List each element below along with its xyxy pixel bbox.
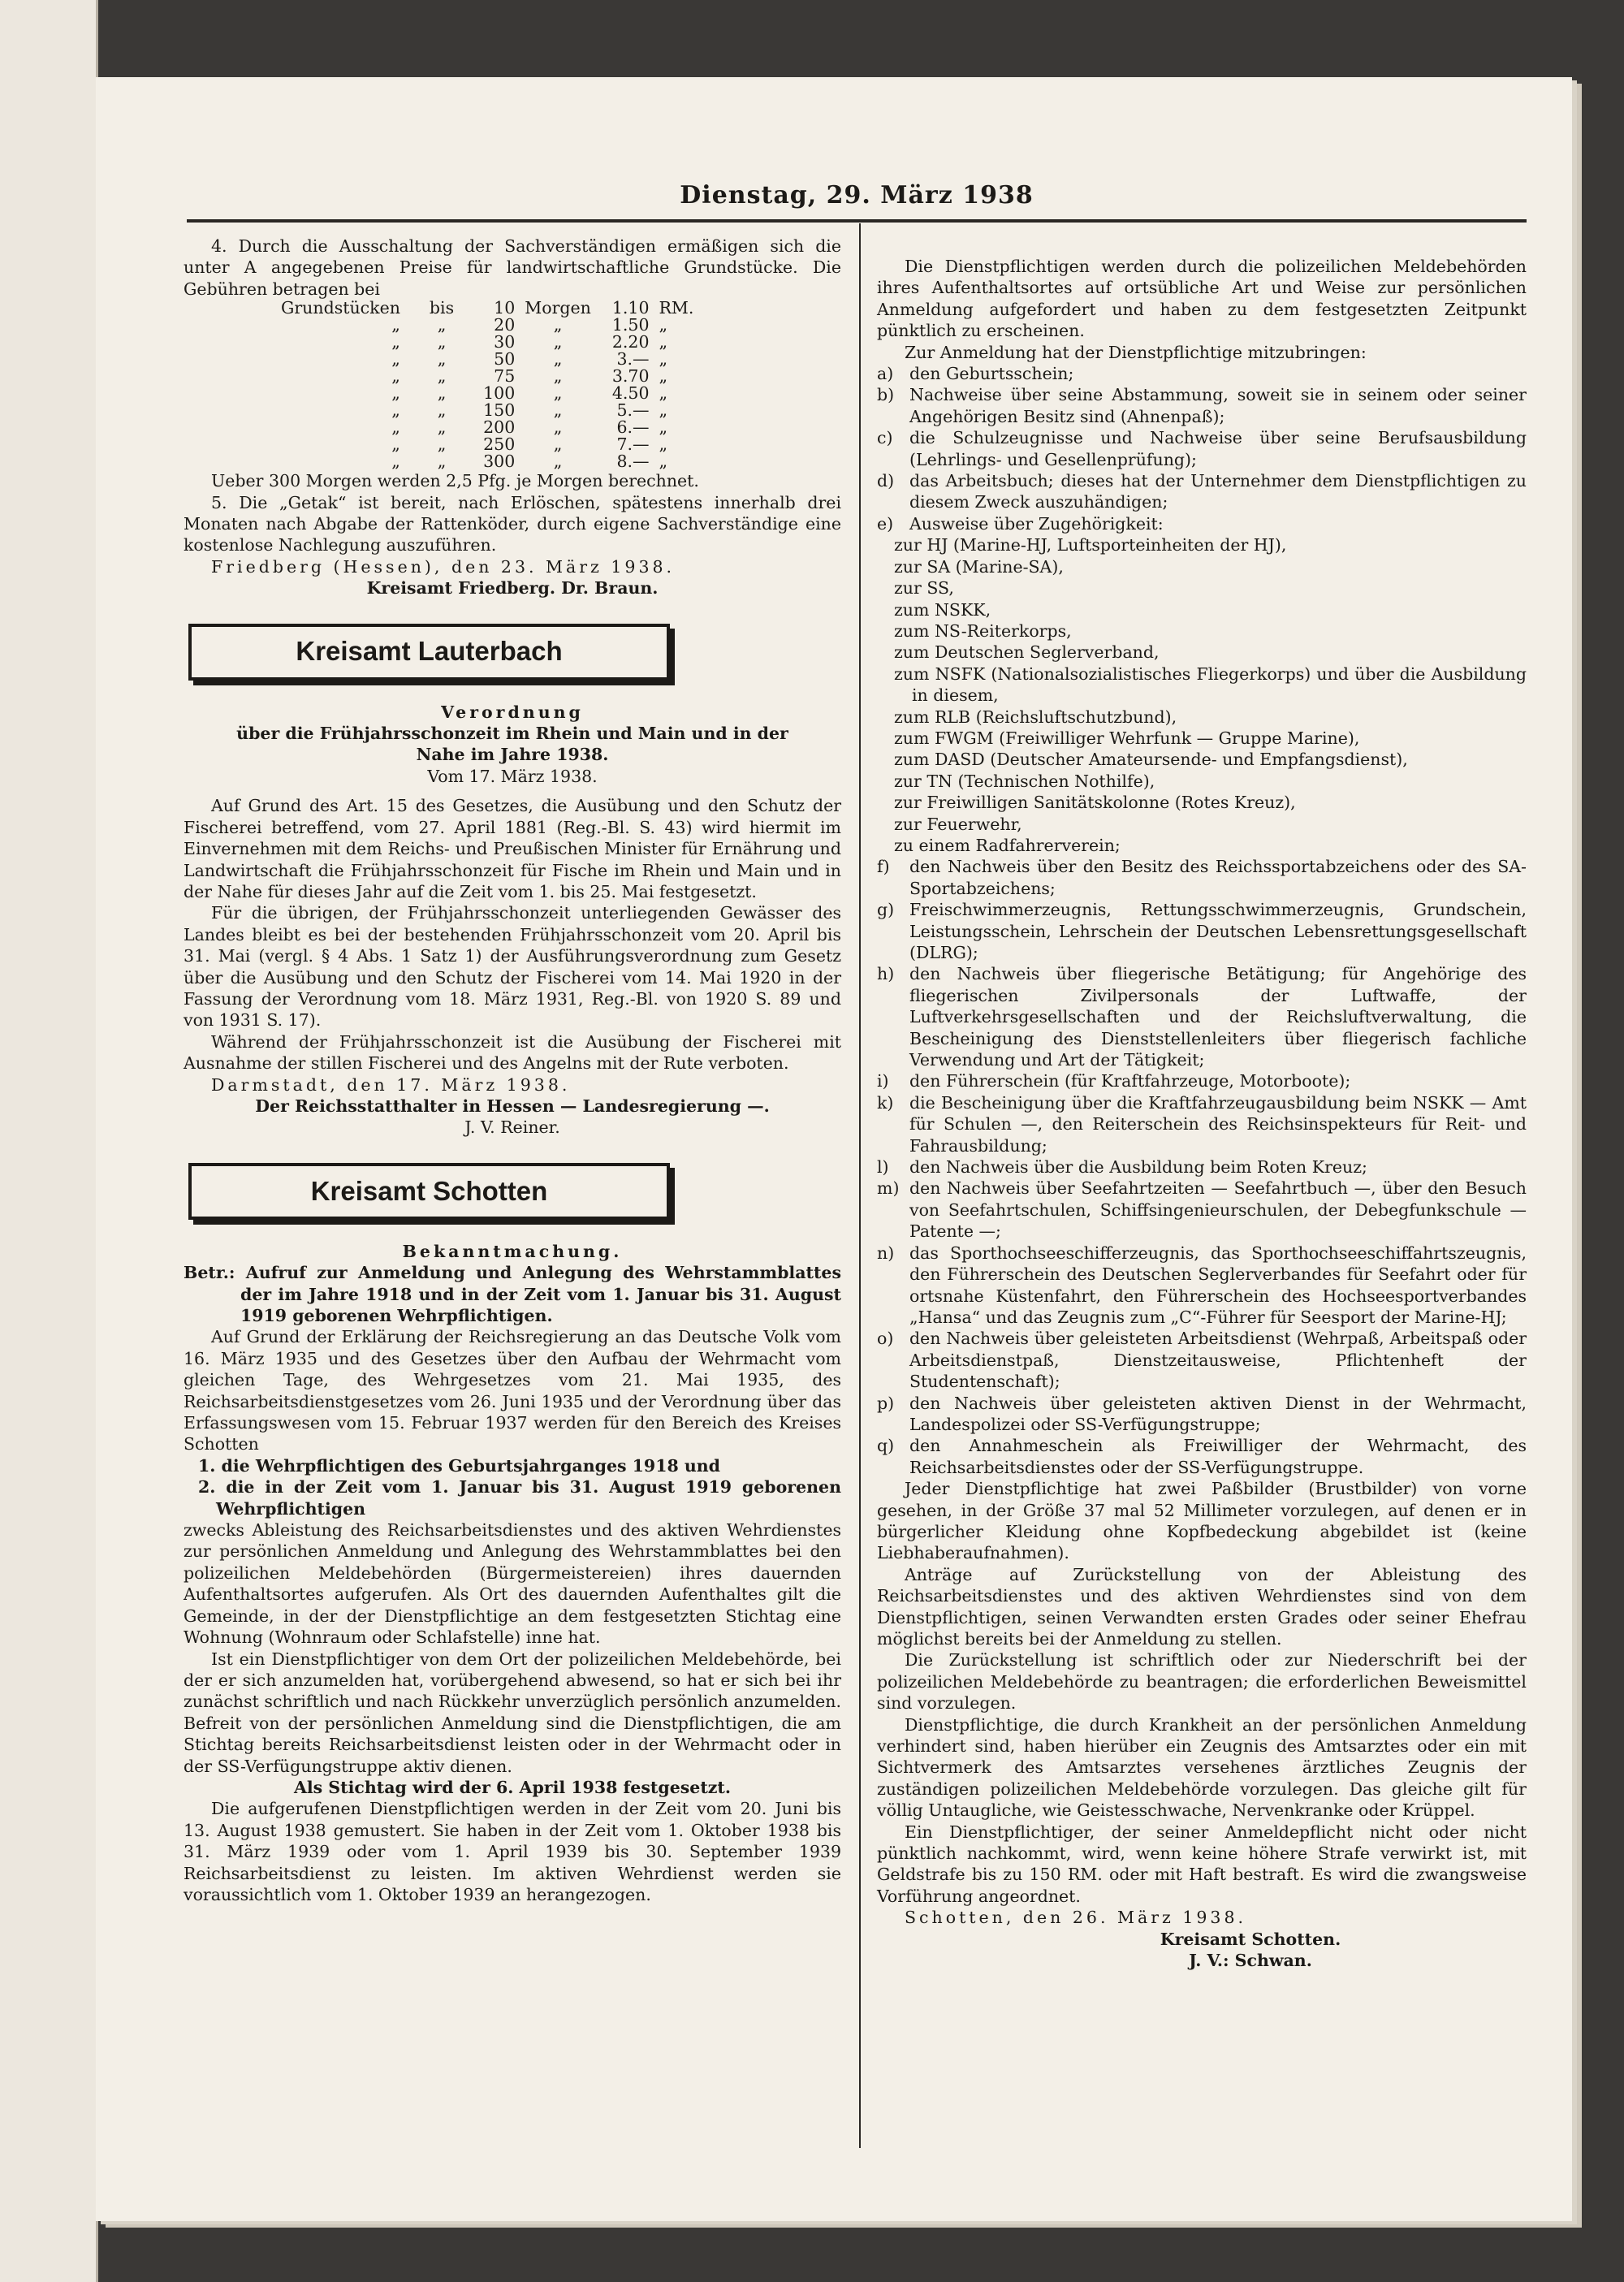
fee-cell: „	[659, 434, 668, 455]
facing-page-edge	[0, 0, 98, 2282]
verordnung-paragraph-3: Während der Frühjahrsschonzeit ist die Ausübung der Fischerei mit Ausnahme der stillen Fischerei und des Angelns mit der Rute verboten.	[184, 1031, 841, 1074]
list-item-label: q)	[877, 1436, 895, 1456]
right-paragraph-2: Zur Anmeldung hat der Dienstpflichtige mitzubringen:	[905, 342, 1367, 362]
paragraph-fees-intro: 4. Durch die Ausschaltung der Sachverständigen ermäßigen sich die unter A angegebenen Preise für landwirtschaftliche Grundstücke. Die Gebühren betragen bei	[184, 236, 841, 299]
fee-cell: 10	[494, 298, 516, 318]
list-item-text: das Sporthochseeschifferzeugnis, das Sporthochseeschiffahrtszeugnis, den Führerschein des Deutschen Seglerverbandes für Seefahrt oder für ortsnahe Küstenfahrt, den Führerschein des Hochseesportverbandes „Hansa“ und das Zeugnis zum „C“-Führer für Seesport der Marine-HJ;	[909, 1243, 1527, 1327]
list-item-label: a)	[877, 364, 894, 384]
list-item-text: das Arbeitsbuch; dieses hat der Unternehmer dem Dienstpflichtigen zu diesem Zweck auszuhändigen;	[909, 471, 1527, 512]
fee-row	[184, 300, 698, 317]
fee-cell: „	[391, 452, 400, 472]
fee-cell: „	[391, 332, 400, 352]
paragraph-getak: 5. Die „Getak“ ist bereit, nach Erlöschen, spätestens innerhalb drei Monaten nach Abgabe der Rattenköder, durch eigene Sachverständige eine kostenlose Nachlegung auszuführen.	[184, 492, 841, 555]
bekanntmachung-paragraph-2: zwecks Ableistung des Reichsarbeitsdienstes und des aktiven Wehrdienstes zur persönlichen Anmeldung und Anlegung des Wehrstammblattes bei den polizeilichen Meldebehörden (Bürgermeistereien) ihres dauernden Aufenthaltsortes aufgerufen. Als Ort des dauernden Aufenthaltes gilt die Gemeinde, in der der Dienstpflichtige an dem festgesetzten Stichtag eine Wohnung (Wohnraum oder Schlafstelle) inne hat.	[184, 1520, 841, 1648]
fee-cell: 4.50	[611, 383, 650, 404]
list-item-label: n)	[877, 1243, 895, 1263]
fee-cell: bis	[429, 298, 455, 318]
fee-row	[184, 453, 698, 470]
list-item-text: den Nachweis über fliegerische Betätigung; für Angehörige des fliegerischen Zivilpersonals der Luftwaffe, der Luftverkehrsgesellschaften und der Reichsluftverwaltung, die Bescheinigung des Dienststellenleiters über fliegerisch fachliche Verwendung und Art der Tätigkeit;	[909, 964, 1527, 1070]
membership-item: zur SA (Marine-SA),	[894, 556, 1064, 577]
place-date-friedberg: Friedberg (Hessen), den 23. März 1938.	[211, 556, 676, 577]
list-item-label: p)	[877, 1393, 895, 1413]
signature-friedberg: Kreisamt Friedberg. Dr. Braun.	[366, 578, 659, 599]
fee-cell: „	[553, 383, 563, 404]
membership-item: zum NSKK,	[894, 599, 991, 620]
list-item	[877, 963, 1527, 1070]
list-item	[877, 1328, 1527, 1392]
fee-cell: „	[659, 383, 668, 404]
fee-cell: „	[553, 366, 563, 387]
right-paragraph-1: Die Dienstpflichtigen werden durch die polizeilichen Meldebehörden ihres Aufenthaltsortes auf ortsübliche Art und Weise zur persönlichen Anmeldung aufgefordert und haben zu dem festgesetzten Zeitpunkt pünktlich zu erscheinen.	[877, 257, 1527, 341]
fee-cell: „	[659, 400, 668, 421]
right-paragraph-zurueckstellung: Die Zurückstellung ist schriftlich oder zur Niederschrift bei der polizeilichen Meldebehörde zu beantragen; die erforderlichen Beweismittel sind vorzulegen.	[877, 1650, 1527, 1714]
fee-cell: 250	[483, 434, 516, 455]
list-item-text: Ausweise über Zugehörigkeit:	[909, 513, 1164, 534]
list-item	[877, 470, 1527, 513]
membership-item: zum FWGM (Freiwilliger Wehrfunk — Gruppe Marine),	[894, 728, 1360, 748]
membership-item: zum RLB (Reichsluftschutzbund),	[894, 707, 1177, 727]
list-item	[877, 899, 1527, 963]
fee-row	[184, 317, 698, 334]
fee-cell: „	[391, 400, 400, 421]
document-page	[96, 77, 1572, 2221]
fee-cell: „	[553, 349, 563, 370]
requirements-list-a-e	[877, 363, 1527, 534]
membership-item: zum DASD (Deutscher Amateursende- und Empfangsdienst),	[894, 750, 1408, 770]
list-item-label: k)	[877, 1092, 894, 1113]
page-header-date: Dienstag, 29. März 1938	[680, 181, 1034, 210]
fee-cell: Morgen	[525, 298, 591, 318]
fee-cell: „	[391, 315, 400, 335]
list-item	[877, 1070, 1527, 1091]
list-item-label: g)	[877, 900, 895, 920]
list-item-label: l)	[877, 1157, 889, 1178]
signature-reichsstatthalter: Der Reichsstatthalter in Hessen — Landesregierung —.	[255, 1096, 770, 1116]
fee-cell: „	[391, 383, 400, 404]
verordnung-paragraph-2: Für die übrigen, der Frühjahrsschonzeit unterliegenden Gewässer des Landes bleibt es bei der bestehenden Frühjahrsschonzeit vom 20. April bis 31. Mai (vergl. § 4 Abs. 1 Satz 1) der Ausführungsverordnung zum Gesetz über die Ausübung und den Schutz der Fischerei vom 14. Mai 1920 in der Fassung der Verordnung vom 18. März 1931, Reg.-Bl. von 1920 S. 89 und von 1931 S. 17).	[184, 903, 841, 1031]
list-item-text: Nachweise über seine Abstammung, soweit sie in seinem oder seiner Angehörigen Besitz sind (Ahnenpaß);	[909, 385, 1527, 426]
bekanntmachung-list-2: 2. die in der Zeit vom 1. Januar bis 31. August 1919 geborenen Wehrpflichtigen	[198, 1477, 841, 1519]
signature-reiner: J. V. Reiner.	[464, 1117, 560, 1138]
fee-cell: „	[659, 332, 668, 352]
fee-cell: „	[437, 366, 447, 387]
membership-item: zum NS-Reiterkorps,	[894, 620, 1072, 641]
list-item-text: Freischwimmerzeugnis, Rettungsschwimmerzeugnis, Grundschein, Leistungsschein, Lehrschein der Deutschen Lebensrettungsgesellschaft (DLRG);	[909, 900, 1527, 962]
bekanntmachung-paragraph-3: Ist ein Dienstpflichtiger von dem Ort der polizeilichen Meldebehörde, bei der er sich anzumelden hat, vorübergehend abwesend, so hat er sich bei ihr zunächst schriftlich und nach Rückkehr unverzüglich persönlich anzumelden. Befreit von der persönlichen Anmeldung sind die Dienstpflichtigen, die am Stichtag bereits Reichsarbeitsdienst leisten oder in der Wehrmacht oder in der SS-Verfügungstruppe aktiv dienen.	[184, 1649, 841, 1776]
list-item	[877, 1092, 1527, 1156]
requirements-list-f-q	[877, 856, 1527, 1478]
list-item	[877, 856, 1527, 899]
fee-row	[184, 351, 698, 368]
list-item-text: die Schulzeugnisse und Nachweise über seine Berufsausbildung (Lehrlings- und Gesellenprüfung);	[909, 428, 1527, 469]
fee-cell: RM.	[659, 298, 694, 318]
fee-cell: „	[391, 417, 400, 438]
list-item-label: h)	[877, 964, 895, 984]
fee-table	[184, 300, 698, 470]
list-item	[877, 427, 1527, 470]
fee-cell: 3.—	[616, 349, 650, 370]
fee-cell: 150	[483, 400, 516, 421]
right-column	[877, 256, 1527, 1972]
fee-cell: „	[553, 417, 563, 438]
fee-cell: 30	[494, 332, 516, 352]
membership-item: zur SS,	[894, 578, 954, 599]
fee-cell: 2.20	[611, 332, 650, 352]
fee-cell: „	[659, 417, 668, 438]
fee-row	[184, 368, 698, 385]
list-item-label: i)	[877, 1071, 889, 1091]
bekanntmachung-paragraph-1: Auf Grund der Erklärung der Reichsregierung an das Deutsche Volk vom 16. März 1935 und des Gesetzes über den Aufbau der Wehrmacht vom gleichen Tage, des Wehrgesetzes vom 21. Mai 1935, des Reichsarbeitsdienstgesetzes vom 26. Juni 1935 und der Verordnung über das Erfassungswesen vom 15. Februar 1937 werden für den Bereich des Kreises Schotten	[184, 1327, 841, 1454]
fee-cell: „	[391, 434, 400, 455]
fee-cell: 200	[483, 417, 516, 438]
fee-cell: 5.—	[616, 400, 650, 421]
section-box-lauterbach: Kreisamt Lauterbach	[188, 624, 670, 681]
fee-cell: 1.10	[611, 298, 650, 318]
bekanntmachung-betreff: Betr.: Aufruf zur Anmeldung und Anlegung des Wehrstammblattes der im Jahre 1918 und in der Zeit vom 1. Januar bis 31. August 1919 geborenen Wehrpflichtigen.	[184, 1263, 841, 1325]
right-paragraph-strafe: Ein Dienstpflichtiger, der seiner Anmeldepflicht nicht oder nicht pünktlich nachkommt, wird, wenn keine höhere Strafe verwirkt ist, mit Geldstrafe bis zu 150 RM. oder mit Haft bestraft. Es wird die zwangsweise Vorführung angeordnet.	[877, 1822, 1527, 1906]
bekanntmachung-list-1: 1. die Wehrpflichtigen des Geburtsjahrganges 1918 und	[198, 1455, 720, 1476]
fee-cell: 75	[494, 366, 516, 387]
fee-cell: 20	[494, 315, 516, 335]
fee-cell: „	[437, 452, 447, 472]
membership-item: zum NSFK (Nationalsozialistisches Fliegerkorps) und über die Ausbildung in diesem,	[894, 663, 1527, 706]
right-paragraph-antraege: Anträge auf Zurückstellung von der Ableistung des Reichsarbeitsdienstes und des aktiven Wehrdienstes sind von dem Dienstpflichtigen, seinen Verwandten ersten Grades oder seiner Ehefrau möglichst bereits bei der Anmeldung zu stellen.	[877, 1564, 1527, 1649]
place-date-schotten: Schotten, den 26. März 1938.	[905, 1908, 1247, 1928]
list-item-label: e)	[877, 513, 894, 534]
fee-cell: „	[437, 417, 447, 438]
verordnung-subtitle: über die Frühjahrsschonzeit im Rhein und Main und in der Nahe im Jahre 1938.	[236, 724, 788, 765]
membership-item: zur Feuerwehr,	[894, 814, 1022, 834]
bekanntmachung-title: Bekanntmachung.	[402, 1241, 623, 1261]
right-paragraph-passbilder: Jeder Dienstpflichtige hat zwei Paßbilder (Brustbilder) von vorne gesehen, in der Größe 37 mal 52 Millimeter vorzulegen, auf denen er in bürgerlicher Kleidung ohne Kopfbedeckung abgebildet ist (keine Liebhaberaufnahmen).	[877, 1479, 1527, 1563]
paragraph-over-300: Ueber 300 Morgen werden 2,5 Pfg. je Morgen berechnet.	[211, 471, 699, 491]
right-paragraph-krankheit: Dienstpflichtige, die durch Krankheit an der persönlichen Anmeldung verhindert sind, haben hierüber ein Zeugnis des Amtsarztes oder ein mit Sichtvermerk des Amtsarztes versehenes ärztliches Zeugnis der zuständigen polizeilichen Meldebehörde vorzulegen. Das gleiche gilt für völlig Untaugliche, wie Geistesschwache, Nervenkranke oder Krüppel.	[877, 1714, 1527, 1821]
verordnung-date: Vom 17. März 1938.	[427, 766, 598, 786]
fee-cell: „	[437, 383, 447, 404]
list-item-label: d)	[877, 471, 895, 491]
list-item-label: b)	[877, 385, 895, 405]
signature-kreisamt-schotten: Kreisamt Schotten.	[1160, 1929, 1341, 1949]
fee-cell: „	[391, 366, 400, 387]
fee-cell: 7.—	[616, 434, 650, 455]
list-item-text: den Annahmeschein als Freiwilliger der Wehrmacht, des Reichsarbeitsdienstes oder der SS-Verfügungstruppe.	[909, 1436, 1527, 1477]
list-item-text: den Nachweis über die Ausbildung beim Roten Kreuz;	[909, 1157, 1367, 1178]
list-item	[877, 384, 1527, 427]
fee-cell: „	[437, 349, 447, 370]
list-item	[877, 513, 1527, 534]
verordnung-paragraph-1: Auf Grund des Art. 15 des Gesetzes, die Ausübung und den Schutz der Fischerei betreffend, vom 27. April 1881 (Reg.-Bl. S. 43) wird hiermit im Einvernehmen mit dem Reichs- und Preußischen Minister für Ernährung und Landwirtschaft die Frühjahrsschonzeit für Fische im Rhein und Main und in der Nahe für dieses Jahr auf die Zeit vom 1. bis 25. Mai festgesetzt.	[184, 796, 841, 901]
membership-item: zur TN (Technischen Nothilfe),	[894, 771, 1155, 791]
fee-cell: „	[553, 434, 563, 455]
fee-cell: „	[437, 332, 447, 352]
fee-row	[184, 436, 698, 453]
fee-cell: 100	[483, 383, 516, 404]
list-item	[877, 1393, 1527, 1436]
fee-cell: „	[437, 400, 447, 421]
list-item	[877, 1435, 1527, 1478]
fee-cell: „	[553, 332, 563, 352]
fee-cell: 300	[483, 452, 516, 472]
list-item-text: den Nachweis über Seefahrtzeiten — Seefahrtbuch —, über den Besuch von Seefahrtschulen, Schiffsingenieurschulen, der Debegfunkschule — Patente —;	[909, 1178, 1527, 1242]
fee-cell: Grundstücken	[281, 298, 400, 318]
membership-item: zum Deutschen Seglerverband,	[894, 642, 1160, 663]
list-item-label: o)	[877, 1329, 894, 1349]
fee-row	[184, 402, 698, 419]
signature-schwan: J. V.: Schwan.	[1189, 1951, 1312, 1971]
fee-cell: „	[659, 349, 668, 370]
list-item	[877, 1156, 1527, 1178]
list-item-text: die Bescheinigung über die Kraftfahrzeugausbildung beim NSKK — Amt für Schulen —, den Reiterschein des Reichsinspekteurs für Reit- und Fahrausbildung;	[909, 1092, 1527, 1156]
fee-cell: „	[553, 400, 563, 421]
list-item	[877, 1178, 1527, 1242]
membership-item: zur HJ (Marine-HJ, Luftsporteinheiten der HJ),	[894, 535, 1287, 555]
list-item-label: c)	[877, 428, 893, 448]
fee-cell: „	[437, 315, 447, 335]
left-column	[184, 236, 841, 1905]
fee-row	[184, 334, 698, 351]
list-item-text: den Geburtsschein;	[909, 364, 1074, 384]
list-item-label: m)	[877, 1178, 900, 1199]
bekanntmachung-stichtag: Als Stichtag wird der 6. April 1938 festgesetzt.	[293, 1777, 732, 1797]
membership-item: zur Freiwilligen Sanitätskolonne (Rotes Kreuz),	[894, 793, 1296, 813]
membership-list	[877, 534, 1527, 856]
fee-cell: „	[659, 452, 668, 472]
header-rule	[187, 219, 1527, 223]
fee-cell: „	[553, 452, 563, 472]
verordnung-title: Verordnung	[441, 702, 584, 722]
fee-cell: „	[553, 315, 563, 335]
fee-cell: 6.—	[616, 417, 650, 438]
membership-item: zu einem Radfahrerverein;	[894, 835, 1121, 855]
fee-cell: 8.—	[616, 452, 650, 472]
list-item	[877, 1243, 1527, 1329]
bekanntmachung-paragraph-4: Die aufgerufenen Dienstpflichtigen werden in der Zeit vom 20. Juni bis 13. August 1938 gemustert. Sie haben in der Zeit vom 1. Oktober 1938 bis 31. März 1939 oder vom 1. April 1939 bis 30. September 1939 Reichsarbeitsdienst zu leisten. Im aktiven Wehrdienst werden sie voraussichtlich vom 1. Oktober 1939 an herangezogen.	[184, 1799, 841, 1904]
column-divider	[859, 223, 861, 2148]
fee-cell: 3.70	[611, 366, 650, 387]
fee-cell: „	[659, 366, 668, 387]
list-item	[877, 363, 1527, 384]
list-item-text: den Nachweis über den Besitz des Reichssportabzeichens oder des SA-Sportabzeichens;	[909, 857, 1527, 898]
list-item-text: den Nachweis über geleisteten aktiven Dienst in der Wehrmacht, Landespolizei oder SS-Verfügungstruppe;	[909, 1393, 1527, 1434]
fee-cell: „	[437, 434, 447, 455]
fee-cell: „	[659, 315, 668, 335]
fee-cell: „	[391, 349, 400, 370]
list-item-label: f)	[877, 857, 890, 877]
fee-row	[184, 419, 698, 436]
section-box-schotten: Kreisamt Schotten	[188, 1163, 670, 1220]
list-item-text: den Führerschein (für Kraftfahrzeuge, Motorboote);	[909, 1071, 1351, 1091]
place-date-darmstadt: Darmstadt, den 17. März 1938.	[211, 1074, 571, 1095]
fee-row	[184, 385, 698, 402]
fee-cell: 50	[494, 349, 516, 370]
list-item-text: den Nachweis über geleisteten Arbeitsdienst (Wehrpaß, Arbeitspaß oder Arbeitsdienstpaß, Dienstzeitausweise, Pflichtenheft der Studentenschaft);	[909, 1329, 1527, 1392]
fee-cell: 1.50	[611, 315, 650, 335]
